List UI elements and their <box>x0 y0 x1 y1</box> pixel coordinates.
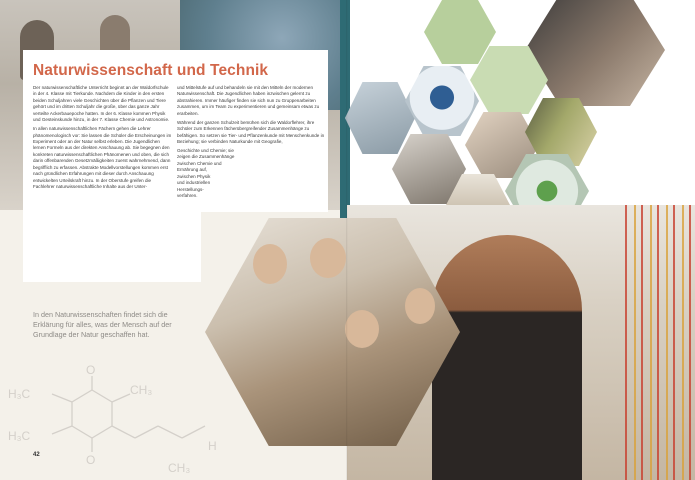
text-line: Geschichte und Chemie; sie <box>177 147 234 153</box>
molecule-label: H <box>208 439 217 453</box>
page-title: Naturwissenschaft und Technik <box>33 62 269 79</box>
page-gutter <box>346 0 348 480</box>
text-line: Ernährung auf, <box>177 167 208 173</box>
paragraph: Der naturwissenschaftliche Unterricht beginnt an der Waldorfschule in der 4. Klasse mit Tierkunde. Nachdem die Kinder in den ersten beiden Schuljahren viele Geschichten über die Pflanzen und Tiere gehört und im dritten Schuljahr die große, über das ganze Jahr verteilte Ackerbauepoche hatten. In der 6. Klasse kommen Physik und Gesteinskunde hinzu, in der 7. Klasse Chemie und Astronomie. <box>33 85 170 123</box>
paragraph: In allen naturwissenschaftlichen Fächern gehen die Lehrer phänomenologisch vor: Sie lassen die Schüler die Erscheinungen im Experiment oder an der Natur selbst erleben. Die Jugendlichen lernen Formeln aus der direkten Anschauung ab. Sie begegnen den konkreten naturwissenschaftlichen Phänomenen und oben, die sich darin offenbarenden Gesetzmäßigkeiten zuerst wahrnehmend, dann begrifflich zu erfassen. Abstrakte Modellvorstellungen kommen erst nach gründlichen Erfahrungen mit dieser durch Anschauung entwickelten Urteilskraft hinzu. In der Oberstufe greifen die Fachlehrer naturwissenschaftliche Inhalte aus der Unter- <box>33 126 172 189</box>
lab-student-face <box>405 288 435 324</box>
text-panel-lower <box>23 212 201 282</box>
text-line: zwischen Physik <box>177 173 211 179</box>
benzene-ring <box>72 390 112 438</box>
molecule-label: O <box>86 453 96 467</box>
text-line: verfahren. <box>177 192 198 198</box>
lab-student-face <box>310 238 346 278</box>
molecule-label: O <box>86 363 96 377</box>
molecule-diagram <box>0 360 240 480</box>
paragraph: Während der ganzen Schulzeit bemühen sich die Waldorflehrer, ihre Schüler zum Erkennen fächerübergreifender Zusammenhänge zu befähigen. So setzen sie Tier- und Pflanzenkunde mit Menschenkunde in Beziehung; sie verbinden Naturkunde mit Geografie, <box>177 119 325 144</box>
molecule-label: H₃C <box>8 387 31 401</box>
student-figure <box>432 235 582 480</box>
lab-student-face <box>253 244 287 284</box>
wire-rack <box>625 205 695 480</box>
molecule-label: CH₃ <box>130 383 153 397</box>
text-line: zwischen Chemie und <box>177 160 222 166</box>
paragraph: und Mittelstufe auf und behandeln sie mit den Mitteln der modernen Naturwissenschaft. Die Jugendlichen haben inzwischen gelernt zu abstrahieren. Immer häufiger finden sie sich nun zu Gruppenarbeiten zusammen, um im Team zu experimentieren und gemeinsam etwas zu erarbeiten. <box>177 85 320 116</box>
text-line: zeigen die Zusammenhänge <box>177 154 235 160</box>
text-line: Herstellungs- <box>177 186 204 192</box>
molecule-label: CH₃ <box>168 461 191 475</box>
text-line: und industriellen <box>177 180 211 186</box>
body-column-right <box>177 85 327 199</box>
molecule-label: H₃C <box>8 429 31 443</box>
pull-quote: In den Naturwissenschaften findet sich die Erklärung für alles, was der Mensch auf der Grundlage der Natur geschaffen hat. <box>33 310 172 339</box>
body-column-left <box>33 85 173 193</box>
lab-student-face <box>345 310 379 348</box>
page-number: 42 <box>33 452 40 458</box>
